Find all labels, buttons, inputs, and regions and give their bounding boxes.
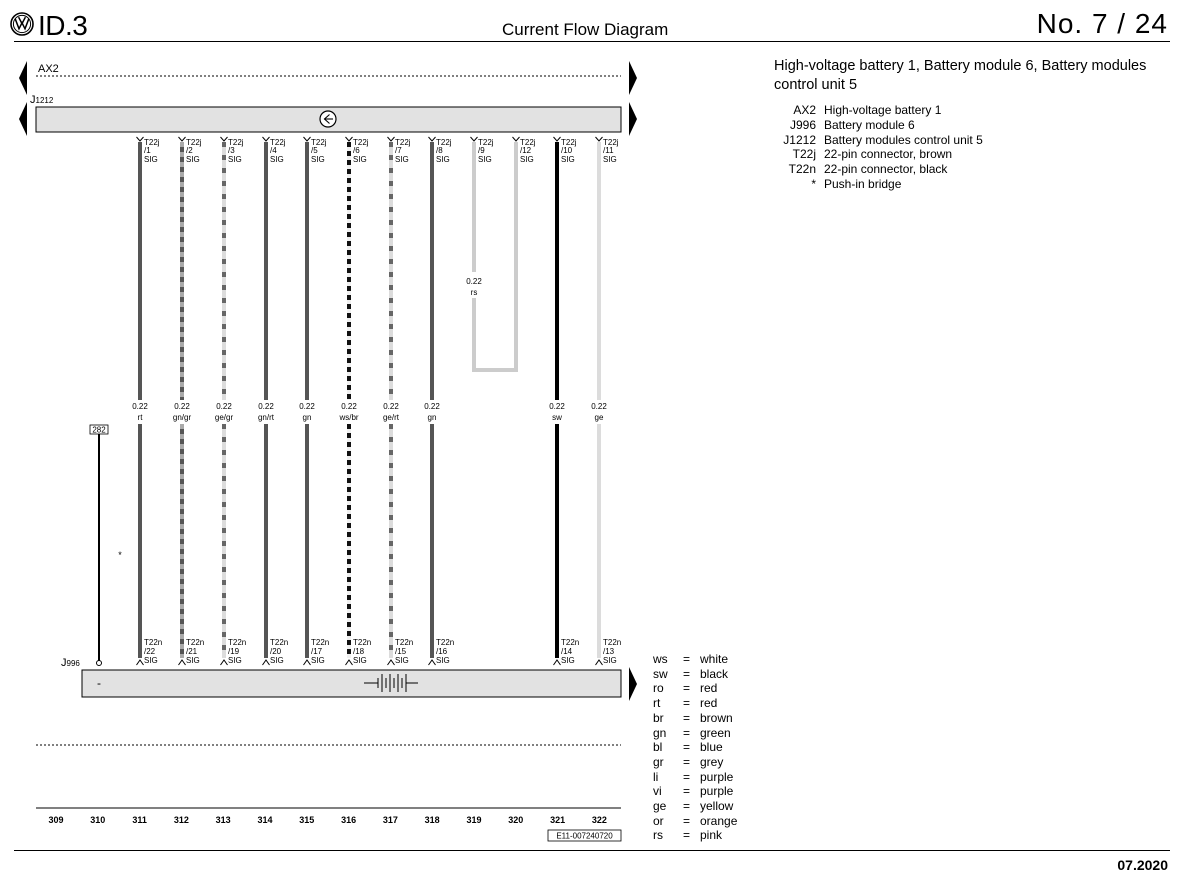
color-code: br bbox=[653, 710, 664, 725]
top-pin-label: /9 bbox=[478, 146, 485, 155]
legend-desc: 22-pin connector, brown bbox=[824, 147, 953, 162]
wire bbox=[591, 137, 621, 665]
j1212-right-arrow bbox=[629, 102, 637, 136]
bridge-mark: * bbox=[118, 550, 122, 560]
color-name: pink bbox=[700, 828, 723, 843]
j1212-left-arrow bbox=[19, 102, 27, 136]
color-name: purple bbox=[700, 769, 734, 784]
j996-label: J996 bbox=[61, 657, 80, 669]
bottom-pin-label: /14 bbox=[561, 647, 573, 656]
top-signal-label: SIG bbox=[311, 155, 325, 164]
connector-pin-icon bbox=[596, 137, 603, 141]
wire-color-label: ge/gr bbox=[214, 413, 234, 422]
track-number: 312 bbox=[173, 815, 189, 825]
diagram-title: High-voltage battery 1, Battery module 6, Battery modules control unit 5 bbox=[774, 58, 1147, 93]
wire bbox=[215, 137, 246, 665]
bottom-connector-label: T22n bbox=[144, 638, 163, 647]
ax2-right-arrow bbox=[629, 61, 637, 95]
connector-pin-icon bbox=[179, 137, 186, 141]
color-name: white bbox=[700, 652, 729, 666]
wire bbox=[549, 137, 579, 665]
wire-color-label: ge/rt bbox=[382, 413, 400, 422]
top-pin-label: /8 bbox=[436, 146, 443, 155]
color-name: green bbox=[700, 725, 731, 740]
bottom-pin-label: /15 bbox=[395, 647, 407, 656]
legend-desc: Battery modules control unit 5 bbox=[824, 132, 983, 147]
top-connector-label: T22j bbox=[228, 138, 244, 147]
legend-code: * bbox=[811, 176, 816, 191]
legend-row bbox=[780, 162, 987, 177]
control-unit-symbol-icon bbox=[320, 111, 336, 127]
color-code: gn bbox=[653, 725, 667, 740]
top-connector-label: T22j bbox=[561, 138, 577, 147]
top-pin-label: /7 bbox=[395, 146, 402, 155]
top-connector-label: T22j bbox=[186, 138, 202, 147]
equals-sign: = bbox=[683, 696, 691, 711]
legend-row bbox=[780, 118, 987, 133]
image-code: E11-007240720 bbox=[556, 831, 613, 841]
connector-pin-icon bbox=[179, 660, 186, 665]
wire-size-label: 0.22 bbox=[132, 402, 148, 411]
connector-pin-icon bbox=[346, 660, 353, 665]
bottom-connector-label: T22n bbox=[311, 638, 330, 647]
color-code: sw bbox=[653, 666, 668, 681]
top-pin-label: /2 bbox=[186, 146, 193, 155]
legend-code: T22j bbox=[792, 147, 816, 162]
top-signal-label: SIG bbox=[144, 155, 158, 164]
equals-sign: = bbox=[683, 769, 691, 784]
wire-size-label: 0.22 bbox=[174, 402, 190, 411]
track-number: 309 bbox=[48, 815, 64, 825]
connector-pin-icon bbox=[429, 660, 436, 665]
loop-color-label: rs bbox=[470, 288, 478, 297]
track-number: 321 bbox=[550, 815, 566, 825]
connector-pin-icon bbox=[554, 660, 561, 665]
track-number: 320 bbox=[508, 815, 524, 825]
ax2-label: AX2 bbox=[38, 63, 59, 75]
color-name: blue bbox=[700, 740, 723, 755]
wire-color-label: ge bbox=[594, 413, 604, 422]
wire-size-label: 0.22 bbox=[424, 402, 440, 411]
top-connector-label: T22j bbox=[520, 138, 536, 147]
connector-pin-icon bbox=[221, 660, 228, 665]
color-code: li bbox=[653, 769, 659, 784]
color-code: ro bbox=[653, 681, 664, 696]
color-name: black bbox=[700, 666, 729, 681]
bottom-pin-label: /16 bbox=[436, 647, 448, 656]
bottom-pin-label: /20 bbox=[270, 647, 282, 656]
legend-code: T22n bbox=[788, 162, 816, 177]
bridge-terminal bbox=[97, 661, 102, 666]
connector-pin-icon bbox=[304, 660, 311, 665]
bottom-connector-label: T22n bbox=[228, 638, 247, 647]
bottom-connector-label: T22n bbox=[270, 638, 289, 647]
wire-size-label: 0.22 bbox=[258, 402, 274, 411]
equals-sign: = bbox=[683, 666, 691, 681]
color-name: yellow bbox=[700, 799, 734, 814]
top-connector-label: T22j bbox=[436, 138, 452, 147]
equals-sign: = bbox=[683, 754, 691, 769]
legend-desc: High-voltage battery 1 bbox=[824, 103, 942, 117]
track-number: 313 bbox=[215, 815, 231, 825]
color-code: bl bbox=[653, 740, 663, 755]
legend-desc: Push-in bridge bbox=[824, 176, 902, 191]
wire bbox=[383, 137, 413, 665]
bottom-connector-label: T22n bbox=[561, 638, 580, 647]
wire-size-label: 0.22 bbox=[299, 402, 315, 411]
color-code: rt bbox=[653, 696, 661, 711]
bottom-signal-label: SIG bbox=[270, 656, 284, 665]
color-name: orange bbox=[700, 813, 738, 828]
bottom-connector-label: T22n bbox=[436, 638, 455, 647]
wire-size-label: 0.22 bbox=[341, 402, 357, 411]
track-number: 314 bbox=[257, 815, 273, 825]
connector-pin-icon bbox=[263, 660, 270, 665]
wire-color-label: gn bbox=[302, 413, 312, 422]
wire-size-label: 0.22 bbox=[383, 402, 399, 411]
bottom-signal-label: SIG bbox=[353, 656, 367, 665]
track-number: 310 bbox=[90, 815, 106, 825]
color-name: grey bbox=[700, 754, 724, 769]
top-pin-label: /11 bbox=[603, 146, 614, 155]
top-connector-label: T22j bbox=[311, 138, 327, 147]
top-pin-label: /5 bbox=[311, 146, 318, 155]
wire-color-label: gn bbox=[427, 413, 437, 422]
top-pin-label: /10 bbox=[561, 146, 573, 155]
equals-sign: = bbox=[683, 681, 691, 696]
connector-pin-icon bbox=[388, 137, 395, 141]
top-signal-label: SIG bbox=[520, 155, 534, 164]
loop-wire bbox=[462, 142, 516, 370]
wire-color-label: gn/rt bbox=[257, 413, 275, 422]
wire-size-label: 0.22 bbox=[216, 402, 232, 411]
legend-code: AX2 bbox=[793, 103, 816, 117]
top-connector-label: T22j bbox=[395, 138, 411, 147]
equals-sign: = bbox=[683, 799, 691, 814]
color-code: vi bbox=[653, 784, 662, 799]
connector-pin-icon bbox=[429, 137, 436, 141]
bottom-pin-label: /22 bbox=[144, 647, 156, 656]
bottom-signal-label: SIG bbox=[186, 656, 200, 665]
top-signal-label: SIG bbox=[436, 155, 450, 164]
top-connector-label: T22j bbox=[270, 138, 286, 147]
equals-sign: = bbox=[683, 710, 691, 725]
top-pin-label: /12 bbox=[520, 146, 532, 155]
footer-date: 07.2020 bbox=[1117, 857, 1168, 873]
track-number: 319 bbox=[466, 815, 482, 825]
connector-pin-icon bbox=[221, 137, 228, 141]
connector-pin-icon bbox=[513, 137, 520, 141]
legend-code: J1212 bbox=[783, 132, 816, 147]
wire-color-label: ws/br bbox=[339, 413, 359, 422]
wire-color-label: rt bbox=[137, 413, 143, 422]
equals-sign: = bbox=[683, 652, 691, 666]
track-number: 315 bbox=[299, 815, 315, 825]
page-title: Current Flow Diagram bbox=[502, 20, 669, 39]
bottom-signal-label: SIG bbox=[311, 656, 325, 665]
wire-size-label: 0.22 bbox=[549, 402, 565, 411]
wire bbox=[173, 137, 204, 665]
wire-color-label: sw bbox=[552, 413, 562, 422]
wire bbox=[132, 137, 162, 665]
connector-pin-icon bbox=[471, 137, 478, 141]
connector-pin-icon bbox=[346, 137, 353, 141]
loop-wire-path bbox=[474, 142, 516, 370]
ax2-left-arrow bbox=[19, 61, 27, 95]
j996-box bbox=[82, 670, 621, 697]
equals-sign: = bbox=[683, 725, 691, 740]
j1212-label: J1212 bbox=[30, 94, 54, 106]
wire bbox=[299, 137, 329, 665]
top-signal-label: SIG bbox=[478, 155, 492, 164]
top-pin-label: /1 bbox=[144, 146, 151, 155]
equals-sign: = bbox=[683, 740, 691, 755]
bottom-signal-label: SIG bbox=[228, 656, 242, 665]
color-name: red bbox=[700, 681, 718, 696]
equals-sign: = bbox=[683, 828, 691, 843]
equals-sign: = bbox=[683, 784, 691, 799]
bottom-signal-label: SIG bbox=[561, 656, 575, 665]
top-connector-label: T22j bbox=[603, 138, 619, 147]
legend-desc: 22-pin connector, black bbox=[824, 162, 948, 177]
legend-row bbox=[780, 103, 987, 118]
track-number: 322 bbox=[591, 815, 607, 825]
top-signal-label: SIG bbox=[186, 155, 200, 164]
top-pin-label: /3 bbox=[228, 146, 235, 155]
top-connector-label: T22j bbox=[478, 138, 494, 147]
bottom-pin-label: /18 bbox=[353, 647, 365, 656]
color-code: ws bbox=[653, 652, 668, 666]
connector-pin-icon bbox=[137, 137, 144, 141]
wire-size-label: 0.22 bbox=[591, 402, 607, 411]
ref-box-label: 282 bbox=[92, 425, 106, 435]
legend-row bbox=[780, 133, 987, 148]
bottom-connector-label: T22n bbox=[186, 638, 205, 647]
legend-row bbox=[780, 177, 987, 192]
bottom-pin-label: /19 bbox=[228, 647, 240, 656]
brand-title: ID.3 bbox=[38, 10, 88, 41]
loop-size-label: 0.22 bbox=[466, 277, 482, 286]
wire bbox=[424, 137, 454, 665]
connector-pin-icon bbox=[304, 137, 311, 141]
color-code: rs bbox=[653, 828, 663, 843]
top-signal-label: SIG bbox=[603, 155, 617, 164]
color-code: gr bbox=[653, 754, 664, 769]
bottom-pin-label: /21 bbox=[186, 647, 198, 656]
track-number: 318 bbox=[424, 815, 440, 825]
footer-rule bbox=[14, 850, 1170, 851]
color-code: or bbox=[653, 813, 664, 828]
bottom-pin-label: /13 bbox=[603, 647, 615, 656]
top-signal-label: SIG bbox=[561, 155, 575, 164]
bottom-signal-label: SIG bbox=[144, 656, 158, 665]
top-pin-label: /6 bbox=[353, 146, 360, 155]
connector-pin-icon bbox=[596, 660, 603, 665]
bottom-signal-label: SIG bbox=[395, 656, 409, 665]
j996-minus-label: - bbox=[97, 676, 101, 690]
component-legend bbox=[780, 103, 987, 192]
connector-pin-icon bbox=[263, 137, 270, 141]
track-number: 317 bbox=[382, 815, 398, 825]
legend-desc: Battery module 6 bbox=[824, 117, 915, 132]
connector-pin-icon bbox=[554, 137, 561, 141]
top-connector-label: T22j bbox=[353, 138, 369, 147]
bottom-signal-label: SIG bbox=[436, 656, 450, 665]
top-connector-label: T22j bbox=[144, 138, 160, 147]
top-signal-label: SIG bbox=[228, 155, 242, 164]
track-number: 311 bbox=[132, 815, 147, 825]
connector-pin-icon bbox=[137, 660, 144, 665]
wire-color-label: gn/gr bbox=[172, 413, 192, 422]
j996-right-arrow bbox=[629, 667, 637, 701]
legend-code: J996 bbox=[789, 117, 816, 132]
bottom-connector-label: T22n bbox=[353, 638, 372, 647]
equals-sign: = bbox=[683, 813, 691, 828]
bottom-connector-label: T22n bbox=[603, 638, 622, 647]
bottom-pin-label: /17 bbox=[311, 647, 323, 656]
top-signal-label: SIG bbox=[353, 155, 367, 164]
bottom-signal-label: SIG bbox=[603, 656, 617, 665]
top-pin-label: /4 bbox=[270, 146, 277, 155]
top-signal-label: SIG bbox=[270, 155, 284, 164]
color-name: brown bbox=[700, 710, 733, 725]
wire bbox=[338, 137, 371, 665]
track-number: 316 bbox=[341, 815, 357, 825]
bottom-connector-label: T22n bbox=[395, 638, 414, 647]
color-code: ge bbox=[653, 799, 667, 814]
legend-row bbox=[780, 147, 987, 162]
top-signal-label: SIG bbox=[395, 155, 409, 164]
wire bbox=[258, 137, 288, 665]
color-name: purple bbox=[700, 784, 734, 799]
page-number: No. 7 / 24 bbox=[1036, 8, 1168, 39]
color-name: red bbox=[700, 696, 718, 711]
connector-pin-icon bbox=[388, 660, 395, 665]
